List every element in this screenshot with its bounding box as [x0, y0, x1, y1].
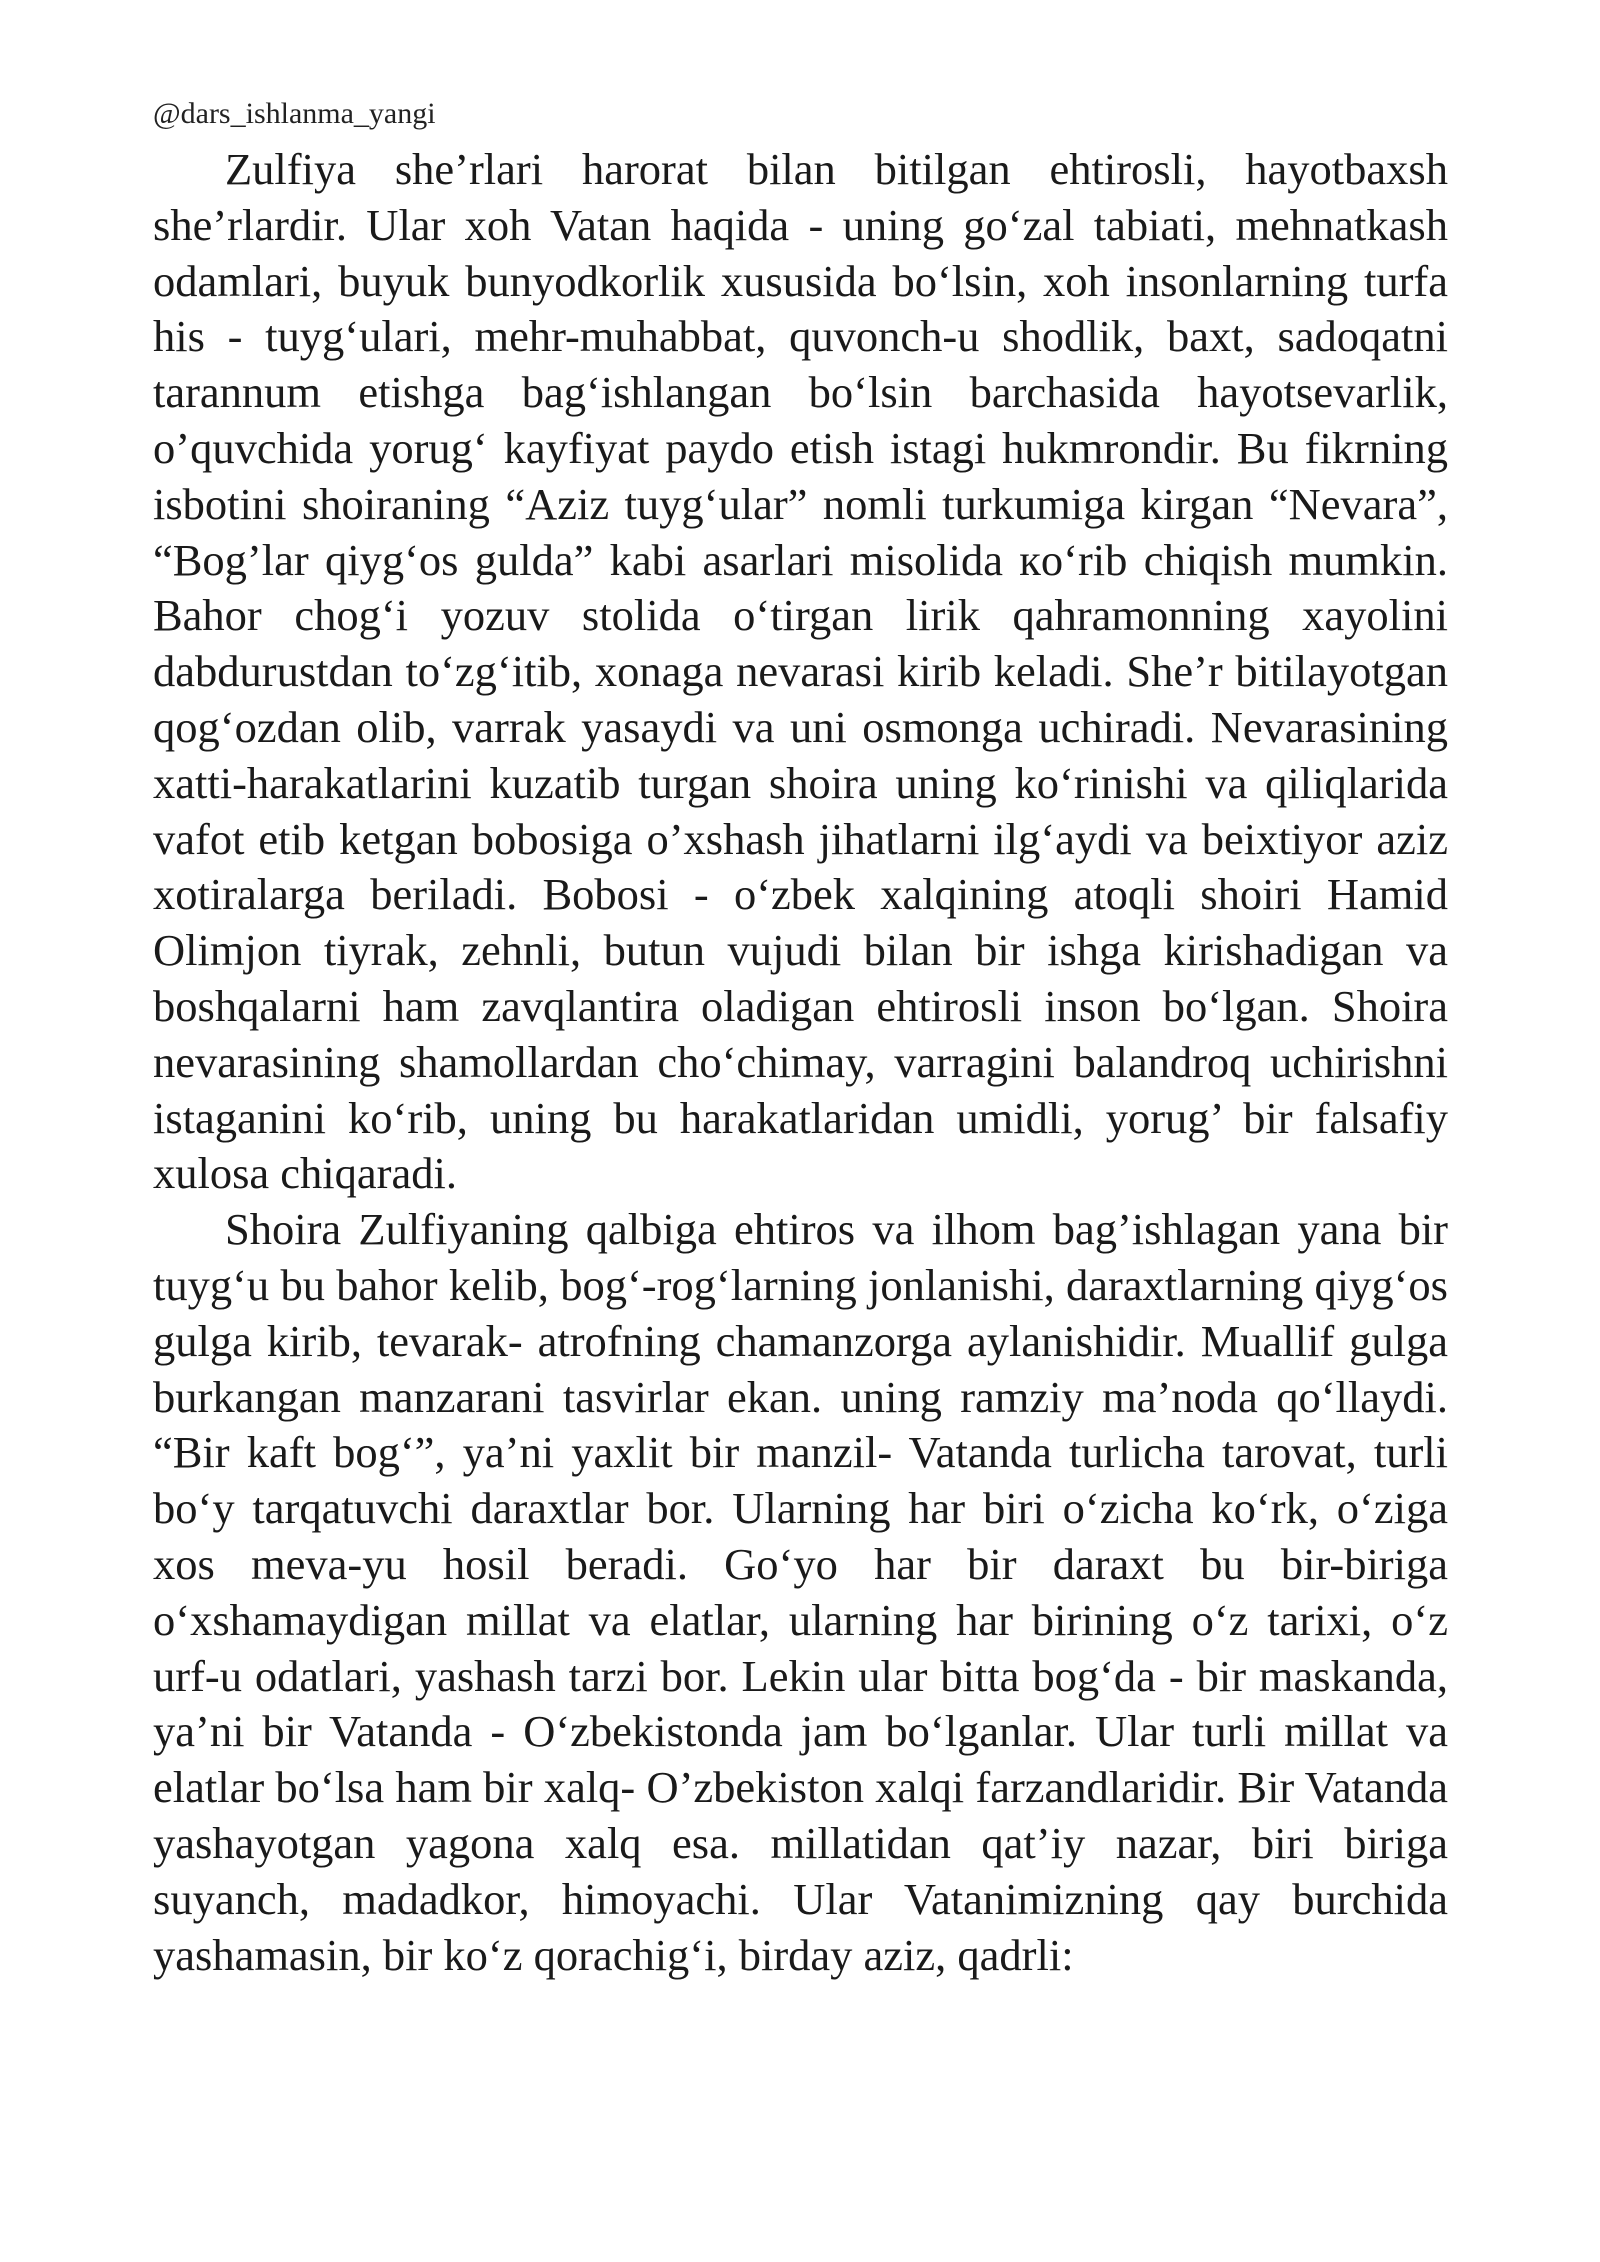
paragraph-1: Zulfiya she’rlari harorat bilan bitilgan ehtirosli, hayotbaxsh she’rlardir. Ular xoh Vatan haqida - uning go‘zal tabiati, mehnatkash odamlari, buyuk bunyodkorlik xususida bo‘lsin, xoh insonlarning turfa his - tuyg‘ulari, mehr-muhabbat, quvonch-u shodlik, baxt, sadoqatni tarannum etishga bag‘ishlangan bo‘lsin barchasida hayotsevarlik, o’quvchida yorug‘ kayfiyat paydo etish istagi hukmrondir. Bu fikrning isbotini shoiraning “Aziz tuyg‘ular” nomli turkumiga kirgan “Nevara”, “Bog’lar qiyg‘os gulda” kabi asarlari misolida кo‘rib chiqish mumkin. Bahor chog‘i yozuv stolida o‘tirgan lirik qahramonning xayolini dabdurustdan to‘zg‘itib, xonaga nevarasi kirib keladi. She’r bitilayotgan qog‘ozdan olib, varrak yasaydi va uni osmonga uchiradi. Nevarasining xatti-harakatlarini kuzatib turgan shoira uning ko‘rinishi va qiliqlarida vafot etib ketgan bobosiga o’xshash jihatlarni ilg‘aydi va beixtiyor aziz xotiralarga beriladi. Bobosi - o‘zbek xalqining atoqli shoiri Hamid Olimjon tiyrak, zehnli, butun vujudi bilan bir ishga kirishadigan va boshqalarni ham zavqlantira oladigan ehtirosli inson bo‘lgan. Shoira nevarasining shamollardan cho‘chimay, varragini balandroq uchirishni istaganini ko‘rib, uning bu harakatlaridan umidli, yorug’ bir falsafiy xulosa chiqaradi.	[153, 144, 1448, 1199]
channel-tag: @dars_ishlanma_yangi	[153, 97, 436, 130]
document-page	[153, 92, 1448, 1983]
paragraph-2: Shoira Zulfiyaning qalbiga ehtiros va ilhom bag’ishlagan yana bir tuyg‘u bu bahor kelib, bog‘-rog‘larning jonlanishi, daraxtlarning qiyg‘os gulga kirib, tevarak- atrofning chamanzorga aylanishidir. Muallif gulga burkangan manzarani tasvirlar ekan. uning ramziy ma’noda qo‘llaydi. “Bir kaft bog‘”, ya’ni yaxlit bir manzil- Vatanda turlicha tarovat, turli bo‘y tarqatuvchi daraxtlar bor. Ularning har biri o‘zicha ko‘rk, o‘ziga xos meva-yu hosil beradi. Go‘yo har bir daraxt bu bir-biriga o‘xshamaydigan millat va elatlar, ularning har birining o‘z tarixi, o‘z urf-u odatlari, yashash tarzi bor. Lekin ular bitta bog‘da - bir maskanda, ya’ni bir Vatanda - O‘zbekistonda jam bo‘lganlar. Ular turli millat va elatlar bo‘lsa ham bir xalq- O’zbekiston xalqi farzandlaridir. Bir Vatanda yashayotgan yagona xalq esa. millatidan qat’iy nazar, biri biriga suyanch, madadkor, himoyachi. Ular Vatanimizning qay burchida yashamasin, bir ko‘z qorachig‘i, birday aziz, qadrli:	[153, 1204, 1448, 1980]
